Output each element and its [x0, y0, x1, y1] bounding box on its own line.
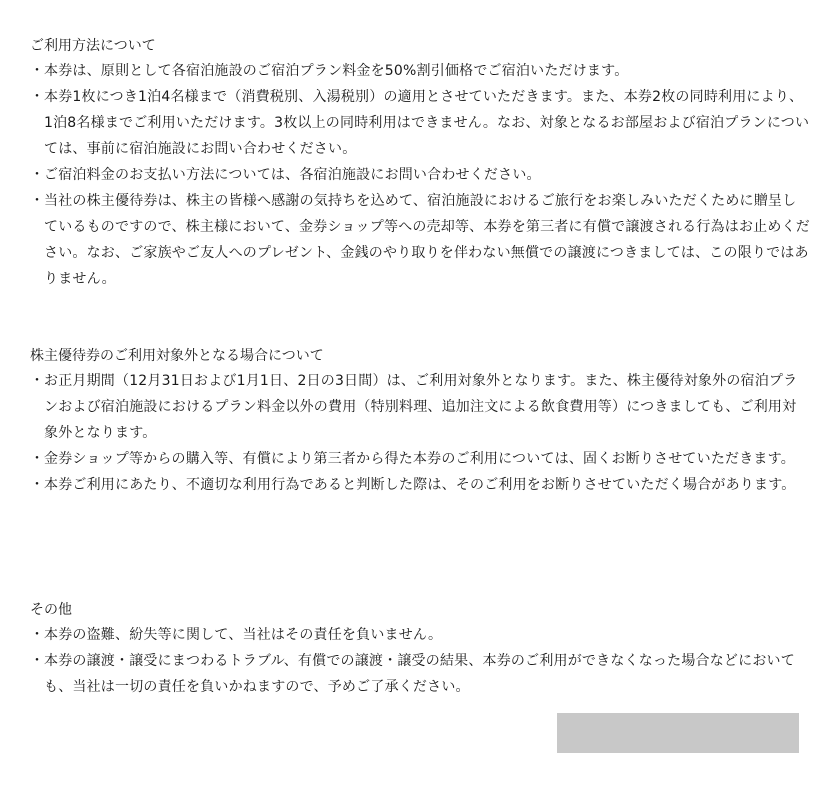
- other-list: [30, 622, 810, 700]
- list-item: [30, 368, 810, 446]
- bullet-mark: ・: [30, 373, 45, 389]
- bullet-mark: ・: [30, 477, 45, 493]
- bullet-mark: ・: [30, 63, 45, 79]
- list-item: [30, 188, 810, 292]
- list-item-text: お正月期間（12月31日および1月1日、2日の3日間）は、ご利用対象外となります。また、株主優待対象外の宿泊プランおよび宿泊施設におけるプラン料金以外の費用（特別料理、追加注文による飲食費用等）につきましても、ご利用対象外となります。: [44, 373, 798, 441]
- section-heading: その他: [30, 602, 72, 618]
- bullet-mark: ・: [30, 627, 45, 643]
- bullet-mark: ・: [30, 653, 45, 669]
- list-item: [30, 446, 810, 472]
- list-item-text: 本券ご利用にあたり、不適切な利用行為であると判断した際は、そのご利用をお断りさせていただく場合があります。: [44, 477, 796, 493]
- section-exclusions: [30, 346, 810, 498]
- list-item: [30, 84, 810, 162]
- exclusions-list: [30, 368, 810, 498]
- list-item: [30, 622, 810, 648]
- redaction-block: [557, 713, 799, 753]
- list-item-text: 本券1枚につき1泊4名様まで（消費税別、入湯税別）の適用とさせていただきます。また、本券2枚の同時利用により、1泊8名様までご利用いただけます。3枚以上の同時利用はできません。なお、対象となるお部屋および宿泊プランについては、事前に宿泊施設にお問い合わせください。: [44, 89, 810, 157]
- usage-list: [30, 58, 810, 292]
- bullet-mark: ・: [30, 167, 45, 183]
- bullet-mark: ・: [30, 89, 45, 105]
- list-item-text: 本券は、原則として各宿泊施設のご宿泊プラン料金を50%割引価格でご宿泊いただけます。: [44, 63, 629, 79]
- section-heading: ご利用方法について: [30, 38, 156, 54]
- section-usage: [30, 36, 810, 292]
- list-item-text: 当社の株主優待券は、株主の皆様へ感謝の気持ちを込めて、宿泊施設におけるご旅行をお楽しみいただくために贈呈しているものですので、株主様において、金券ショップ等への売却等、本券を第三者に有償で譲渡される行為はお止めください。なお、ご家族やご友人へのプレゼント、金銭のやり取りを伴わない無償での譲渡につきましては、この限りではありません。: [44, 193, 810, 287]
- bullet-mark: ・: [30, 193, 45, 209]
- list-item: [30, 472, 810, 498]
- section-heading: 株主優待券のご利用対象外となる場合について: [30, 348, 324, 364]
- list-item: [30, 648, 810, 700]
- list-item-text: 金券ショップ等からの購入等、有償により第三者から得た本券のご利用については、固くお断りさせていただきます。: [44, 451, 795, 467]
- list-item: [30, 58, 810, 84]
- list-item-text: 本券の譲渡・譲受にまつわるトラブル、有償での譲渡・譲受の結果、本券のご利用ができなくなった場合などにおいても、当社は一切の責任を負いかねますので、予めご了承ください。: [44, 653, 795, 695]
- list-item-text: 本券の盗難、紛失等に関して、当社はその責任を負いません。: [44, 627, 443, 643]
- list-item: [30, 162, 810, 188]
- list-item-text: ご宿泊料金のお支払い方法については、各宿泊施設にお問い合わせください。: [44, 167, 541, 183]
- section-other: [30, 600, 810, 700]
- bullet-mark: ・: [30, 451, 45, 467]
